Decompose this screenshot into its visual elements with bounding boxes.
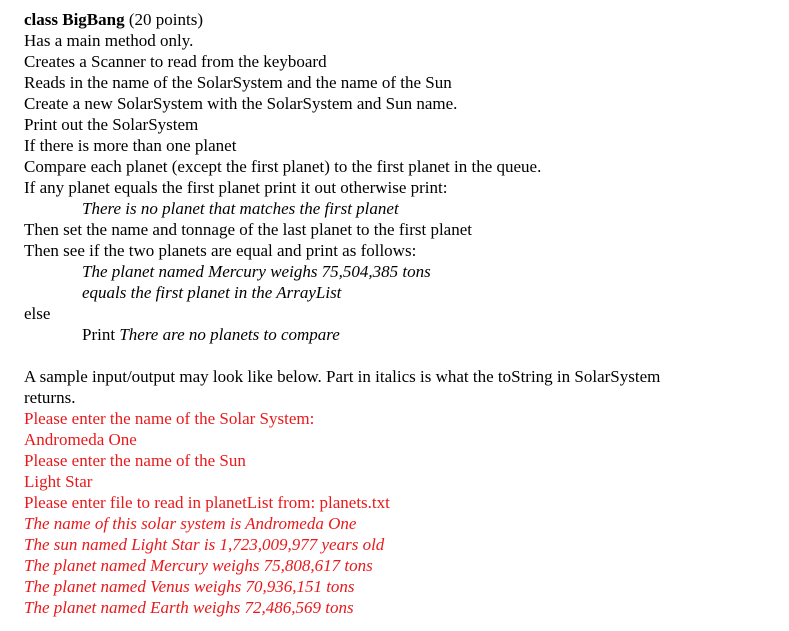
sample-io-line: Andromeda One — [24, 430, 137, 449]
sample-output-line: The name of this solar system is Andromeda One — [24, 514, 357, 533]
sample-intro-line-1: A sample input/output may look like below. Part in italics is what the toString in SolarSystem — [24, 367, 661, 386]
spacer — [24, 345, 784, 366]
points-label: (20 points) — [128, 10, 203, 29]
spec-line: Compare each planet (except the first planet) to the first planet in the queue. — [24, 157, 542, 176]
spec-line: Print out the SolarSystem — [24, 115, 199, 134]
spec-line: Then see if the two planets are equal and print as follows: — [24, 241, 417, 260]
print-word: Print — [82, 325, 116, 344]
spec-line: If there is more than one planet — [24, 136, 237, 155]
else-label: else — [24, 304, 51, 323]
spec-line: If any planet equals the first planet print it out otherwise print: — [24, 178, 448, 197]
sample-output-line: The planet named Venus weighs 70,936,151 tons — [24, 577, 355, 596]
sample-output-line: The planet named Mercury weighs 75,808,617 tons — [24, 556, 373, 575]
class-name: class BigBang — [24, 10, 125, 29]
sample-intro-line-2: returns. — [24, 388, 76, 407]
spec-line: Reads in the name of the SolarSystem and the name of the Sun — [24, 73, 452, 92]
sample-io-line: Light Star — [24, 472, 93, 491]
spec-line: Has a main method only. — [24, 31, 194, 50]
spec-line: Then set the name and tonnage of the last planet to the first planet — [24, 220, 472, 239]
sample-io-line: Please enter the name of the Sun — [24, 451, 246, 470]
sample-output-line: The planet named Earth weighs 72,486,569 tons — [24, 598, 354, 617]
sample-output-line: The sun named Light Star is 1,723,009,977 years old — [24, 535, 385, 554]
equal-message-line-2: equals the first planet in the ArrayList — [82, 283, 342, 302]
no-match-message: There is no planet that matches the first planet — [82, 199, 399, 218]
no-compare-line — [24, 324, 784, 345]
no-compare-message: There are no planets to compare — [119, 325, 340, 344]
spec-line: Creates a Scanner to read from the keyboard — [24, 52, 327, 71]
class-heading — [24, 9, 784, 30]
equal-message-line-1: The planet named Mercury weighs 75,504,385 tons — [82, 262, 431, 281]
sample-io-line: Please enter file to read in planetList from: planets.txt — [24, 493, 390, 512]
spec-line: Create a new SolarSystem with the SolarSystem and Sun name. — [24, 94, 458, 113]
assignment-document — [24, 9, 784, 618]
sample-io-line: Please enter the name of the Solar System: — [24, 409, 315, 428]
